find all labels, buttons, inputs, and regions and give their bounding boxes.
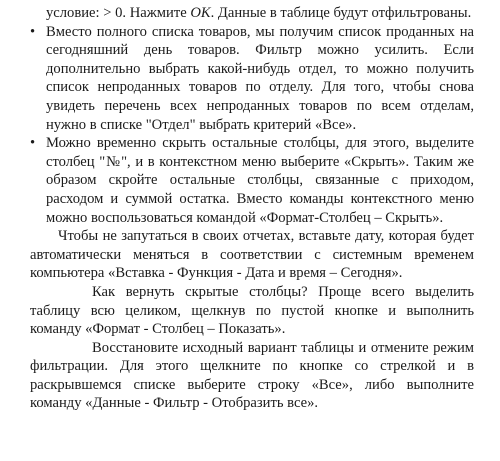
intro-paragraph — [30, 4, 474, 23]
bullet-list — [30, 23, 474, 228]
paragraph-reset-filter: Восстановите исходный вариант таблицы и отмените режим фильтрации. Для этого щелкните по кнопке со стрелкой и в раскрывшемся списке выберите строку «Все», либо выполните команду «Данные - Фильтр - Отобразить все». — [30, 339, 474, 412]
intro-prefix: условие: > 0. Нажмите — [46, 5, 191, 21]
bullet-icon: • — [30, 135, 36, 152]
bullet-text: Можно временно скрыть остальные столбцы, для этого, выделите столбец "№", и в контекстном меню выберите «Скрыть». Таким же образом скройте остальные столбцы, связанные с приходом, расходом и суммой остатка. Вместо команды контекстного меню можно воспользоваться командой «Формат-Столбец – Скрыть». — [46, 135, 474, 226]
intro-suffix: . Данные в таблице будут отфильтрованы. — [210, 5, 472, 21]
paragraph-date: Чтобы не запутаться в своих отчетах, вставьте дату, которая будет автоматически меняться в соответствии с системным временем компьютера «Вставка - Функция - Дата и время – Сегодня». — [30, 228, 474, 282]
ok-keyword: ОК — [190, 5, 211, 21]
list-item — [30, 134, 474, 227]
list-item — [30, 23, 474, 135]
bullet-text: Вместо полного списка товаров, мы получим список проданных на сегодняшний день товаров. Фильтр можно усилить. Если дополнительно выбрать какой-нибудь отдел, то можно получить список непроданных товаров по отделу. Для того, чтобы снова увидеть перечень всех непроданных товаров по всем отделам, нужно в списке "Отдел" выбрать критерий «Все». — [46, 23, 474, 133]
bullet-icon: • — [30, 23, 36, 40]
paragraph-show-columns: Как вернуть скрытые столбцы? Проще всего выделить таблицу всю целиком, щелкнув по пустой кнопке и выполнить команду «Формат - Столбец – Показать». — [30, 283, 474, 338]
